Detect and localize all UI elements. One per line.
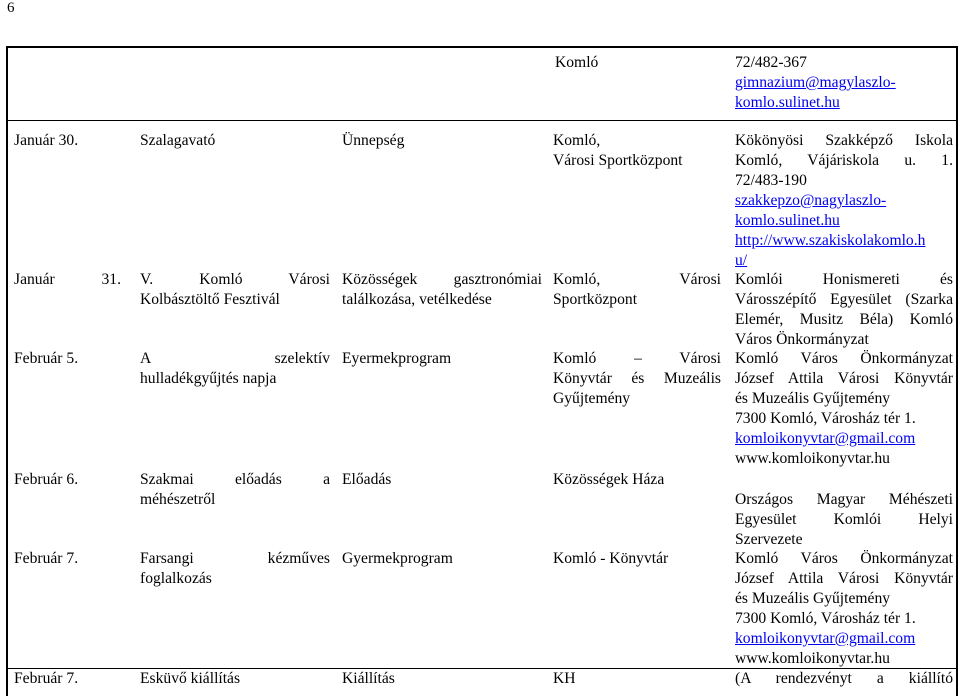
row5-date: Február 7. [14, 550, 79, 567]
row1-organizer: Kökönyösi Szakképző Iskola Komló, Vájáriskola u. 1. 72/483-190 szakkepzo@nagylaszlo- komlo.sulinet.hu http://www.szakiskolakomlo.h u/ [735, 132, 953, 269]
row6-event: Esküvő kiállítás [140, 670, 241, 687]
email-link-cont[interactable]: komlo.sulinet.hu [735, 212, 840, 229]
row2-venue: Komló, Városi Sportközpont [553, 271, 721, 308]
row4-event: Szakmai előadás a méhészetről [140, 471, 330, 508]
email-link[interactable]: komloikonyvtar@gmail.com [735, 630, 916, 647]
row3-organizer: Komló Város Önkormányzat József Attila Városi Könyvtár és Muzeális Gyűjtemény 7300 Komló, Városház tér 1. komloikonyvtar@gmail.com www.komloikonyvtar.hu [735, 350, 953, 467]
row1-venue: Komló, Városi Sportközpont [553, 132, 683, 169]
row2-date: Január 31. [14, 271, 121, 288]
row3-type: Eyermekprogram [342, 350, 452, 367]
row5-venue: Komló - Könyvtár [553, 550, 669, 567]
page-number: 6 [7, 0, 15, 16]
row5-event: Farsangi kézműves foglalkozás [140, 550, 330, 587]
row1-event: Szalagavató [140, 132, 216, 149]
row3-event: A szelektív hulladékgyűjtés napja [140, 350, 330, 387]
top-contact: 72/482-367 gimnazium@magylaszlo- komlo.sulinet.hu [735, 53, 955, 113]
email-link[interactable]: komloikonyvtar@gmail.com [735, 430, 916, 447]
row6-organizer: (A rendezvényt a kiállító [735, 670, 953, 687]
row1-date: Január 30. [14, 132, 79, 149]
website-link[interactable]: http://www.szakiskolakomlo.h [735, 232, 926, 249]
row6-date: Február 7. [14, 670, 79, 687]
email-link[interactable]: szakkepzo@nagylaszlo- [735, 192, 887, 209]
row4-date: Február 6. [14, 471, 79, 488]
row3-venue: Komló – Városi Könyvtár és Muzeális Gyűjtemény [553, 350, 721, 407]
email-link[interactable]: gimnazium@magylaszlo- [735, 74, 896, 91]
row5-organizer: Komló Város Önkormányzat József Attila Városi Könyvtár és Muzeális Gyűjtemény 7300 Komló, Városház tér 1. komloikonyvtar@gmail.com www.komloikonyvtar.hu [735, 550, 953, 667]
website-link-cont[interactable]: u/ [735, 252, 748, 269]
row2-organizer: Komlói Honismereti és Városszépítő Egyesület (Szarka Elemér, Musitz Béla) Komló Város Önkormányzat [735, 271, 953, 348]
row5-type: Gyermekprogram [342, 550, 453, 567]
row6-venue: KH [553, 670, 576, 687]
row4-organizer: Országos Magyar Méhészeti Egyesület Komlói Helyi Szervezete [735, 491, 953, 548]
row4-venue: Közösségek Háza [553, 471, 665, 488]
row2-type: Közösségek gasztronómiai találkozása, vetélkedése [342, 271, 542, 308]
top-location: Komló [555, 54, 599, 71]
row6-type: Kiállítás [342, 670, 395, 687]
row4-type: Előadás [342, 471, 392, 488]
row3-date: Február 5. [14, 350, 79, 367]
email-link-cont[interactable]: komlo.sulinet.hu [735, 94, 840, 111]
row1-type: Ünnepség [342, 132, 405, 149]
row-divider [6, 120, 958, 121]
row2-event: V. Komló Városi Kolbásztöltő Fesztivál [140, 271, 330, 308]
